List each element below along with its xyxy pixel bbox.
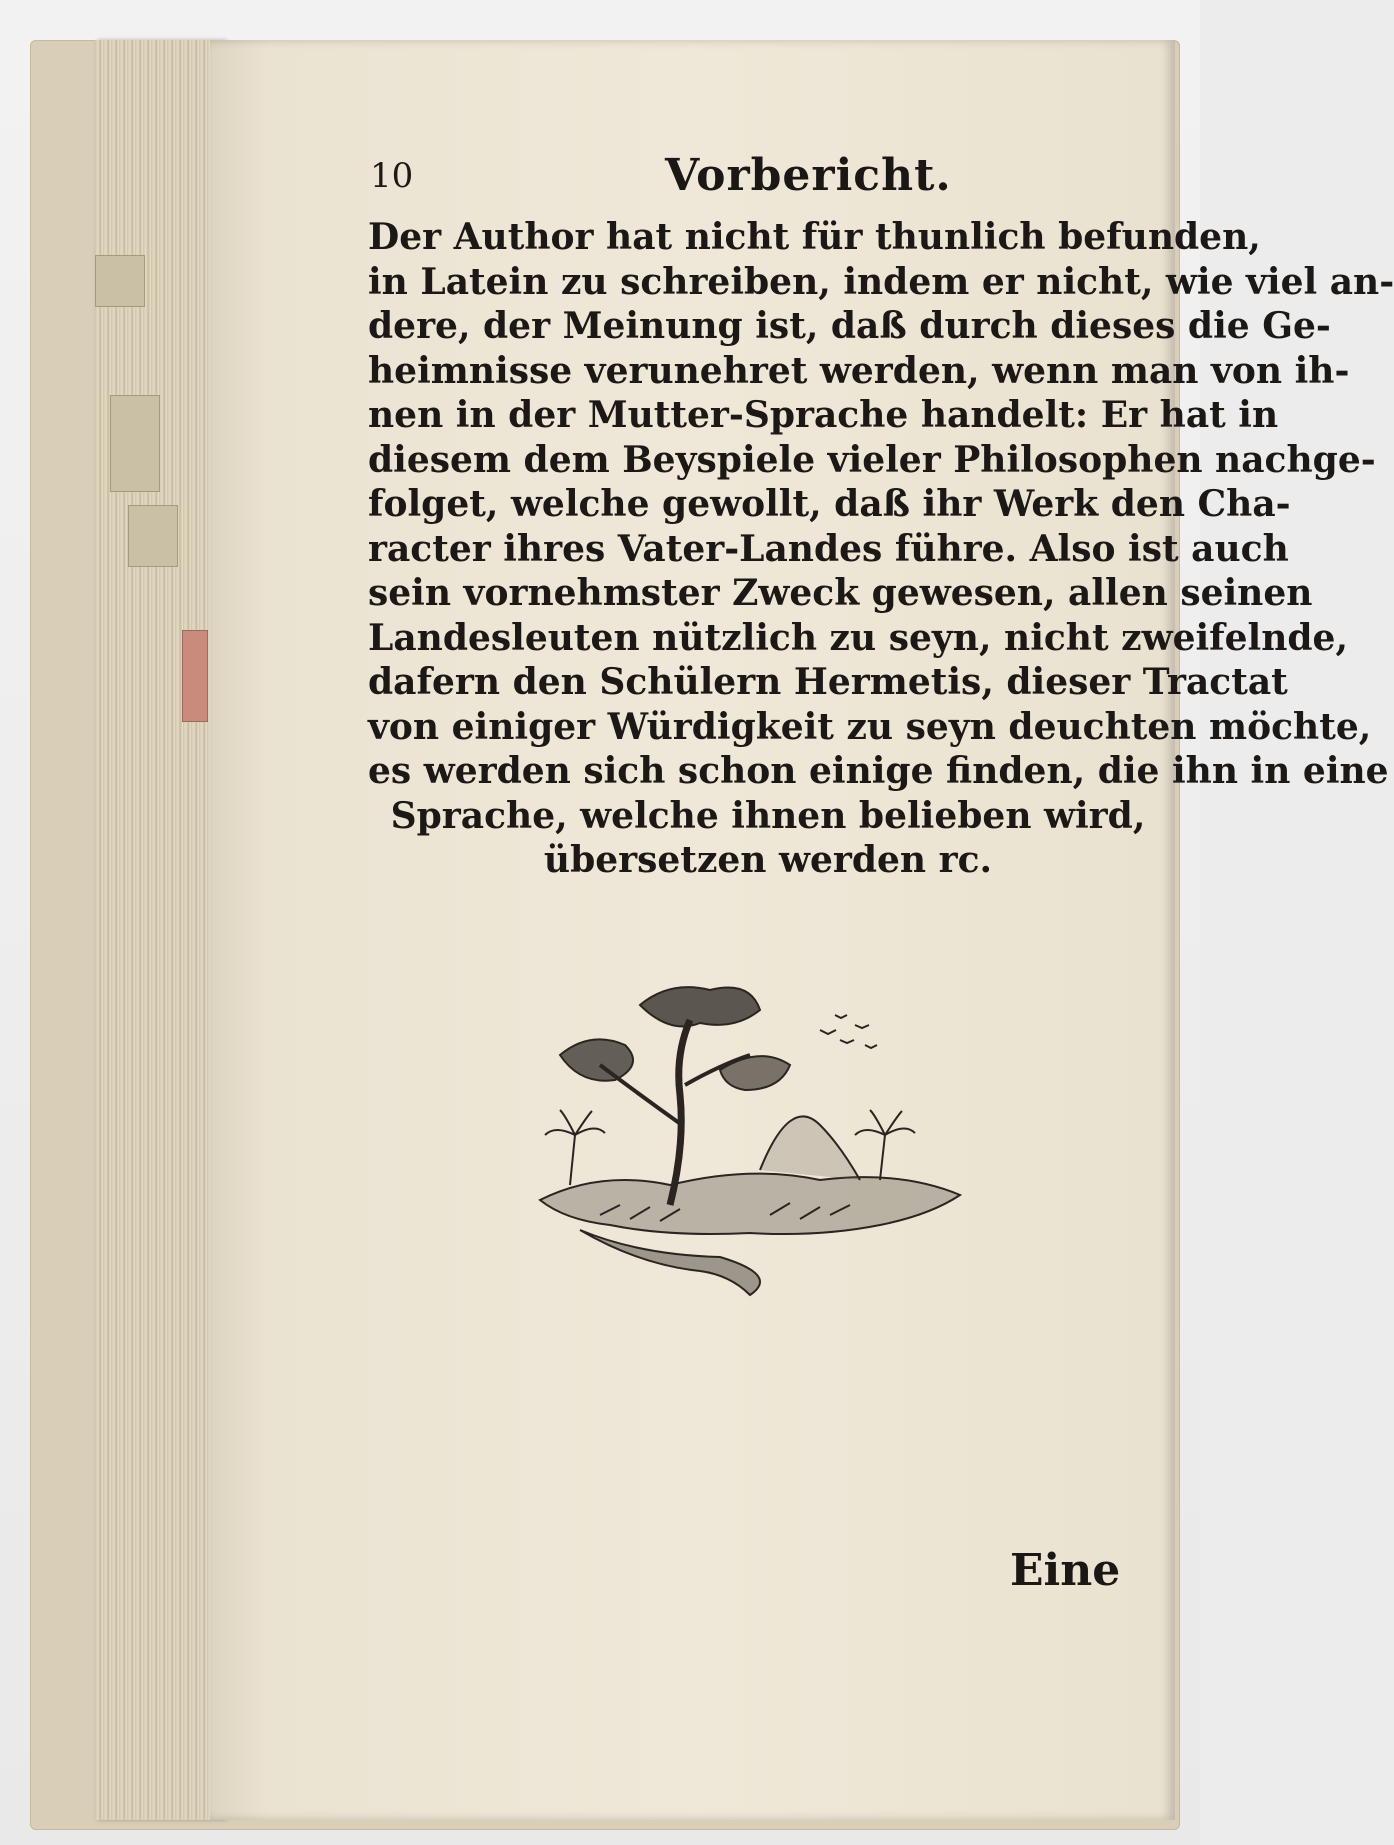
- body-text: [368, 215, 1394, 883]
- closing-line: Sprache, welche ihnen belieben wird,: [390, 794, 1146, 837]
- page-edges: [95, 40, 225, 1820]
- text-line: in Latein zu schreiben, indem er nicht, wie viel an-: [368, 260, 1394, 303]
- running-title: Vorbericht.: [665, 150, 952, 201]
- text-line: Landesleuten nützlich zu seyn, nicht zweifelnde,: [368, 616, 1348, 659]
- text-line: nen in der Mutter-Sprache handelt: Er hat in: [368, 394, 1279, 436]
- text-line: Der Author hat nicht für thunlich befunden,: [368, 216, 1261, 258]
- text-line: dere, der Meinung ist, daß durch dieses die Ge-: [368, 305, 1331, 347]
- text-line: folget, welche gewollt, daß ihr Werk den Cha-: [368, 483, 1291, 525]
- text-line: racter ihres Vater-Landes führe. Also ist auch: [368, 527, 1289, 570]
- page-marker-tab-red: [182, 630, 208, 722]
- page-marker-tab: [110, 395, 160, 492]
- catchword: Eine: [1010, 1545, 1121, 1596]
- page-marker-tab: [95, 255, 145, 307]
- page-number: 10: [370, 156, 414, 196]
- page-header: [370, 150, 1160, 210]
- closing-line: übersetzen werden rc.: [543, 839, 993, 881]
- text-line: dafern den Schülern Hermetis, dieser Tractat: [368, 661, 1288, 703]
- page-marker-tab: [128, 505, 178, 567]
- text-line: sein vornehmster Zweck gewesen, allen seinen: [368, 572, 1313, 614]
- text-line: es werden sich schon einige finden, die ihn in eine: [368, 750, 1389, 792]
- text-line: heimnisse verunehret werden, wenn man von ih-: [368, 349, 1350, 392]
- text-line: von einiger Würdigkeit zu seyn deuchten möchte,: [368, 705, 1372, 748]
- text-line: diesem dem Beyspiele vieler Philosophen nachge-: [368, 438, 1376, 481]
- woodcut-vignette: [520, 975, 980, 1305]
